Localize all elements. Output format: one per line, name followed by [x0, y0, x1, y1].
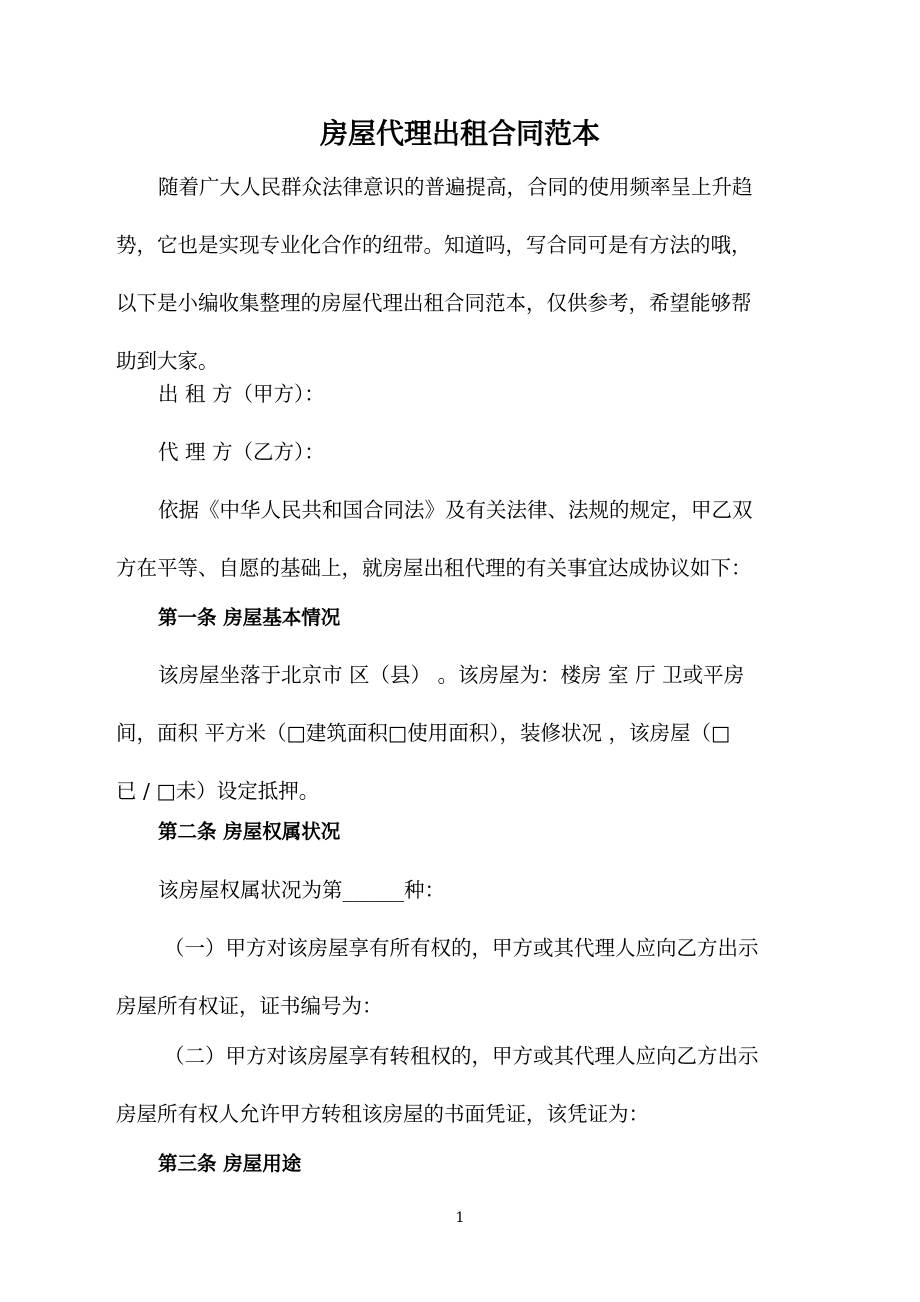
document-title: 房屋代理出租合同范本	[319, 117, 600, 150]
basis-paragraph	[116, 481, 808, 597]
article-2-item-2-line: 房屋所有权人允许甲方转租该房屋的书面凭证，该凭证为：	[116, 1102, 649, 1126]
basis-line: 依据《中华人民共和国合同法》及有关法律、法规的规定，甲乙双	[158, 498, 753, 522]
article-2-heading-text: 第二条 房屋权属状况	[158, 820, 341, 843]
intro-paragraph	[116, 158, 808, 390]
intro-line: 势，它也是实现专业化合作的纽带。知道吗，写合同可是有方法的哦，	[116, 233, 752, 257]
lessor-label: 出 租 方（甲方）：	[158, 382, 325, 406]
article-2-item-1	[116, 919, 808, 1035]
article-3-heading-text: 第三条 房屋用途	[158, 1152, 302, 1175]
intro-line: 以下是小编收集整理的房屋代理出租合同范本，仅供参考，希望能够帮	[116, 291, 752, 315]
article-1-heading-text: 第一条 房屋基本情况	[158, 606, 341, 629]
article-2-heading	[116, 803, 808, 861]
article-2-item-1-line: （一）甲方对该房屋享有所有权的，甲方或其代理人应向乙方出示	[164, 936, 759, 960]
article-2-item-2-line: （二）甲方对该房屋享有转租权的，甲方或其代理人应向乙方出示	[164, 1044, 759, 1068]
lessor-line	[116, 365, 808, 423]
article-1-line: 该房屋坐落于北京市 区（县） 。该房屋为：楼房 室 厅 卫或平房	[158, 663, 745, 687]
article-3-heading	[116, 1135, 808, 1193]
article-2-item-1-line: 房屋所有权证，证书编号为：	[116, 994, 383, 1018]
agent-label: 代 理 方（乙方）：	[158, 440, 325, 464]
article-1-body	[116, 646, 808, 820]
intro-line: 随着广大人民群众法律意识的普遍提高，合同的使用频率呈上升趋	[158, 175, 753, 199]
article-2-status-text: 该房屋权属状况为第______种：	[158, 878, 445, 902]
intro-line: 助到大家。	[116, 349, 219, 373]
article-1-line: 间，面积 平方米（□建筑面积□使用面积），装修状况 ，该房屋（□	[116, 721, 731, 745]
basis-line: 方在平等、自愿的基础上，就房屋出租代理的有关事宜达成协议如下：	[116, 556, 752, 580]
article-1-line: 已 / □未）设定抵押。	[116, 779, 320, 803]
article-2-item-2	[116, 1027, 808, 1143]
article-2-status	[116, 861, 808, 919]
article-1-heading	[116, 589, 808, 647]
agent-line	[116, 423, 808, 481]
page-number: 1	[455, 1210, 465, 1226]
